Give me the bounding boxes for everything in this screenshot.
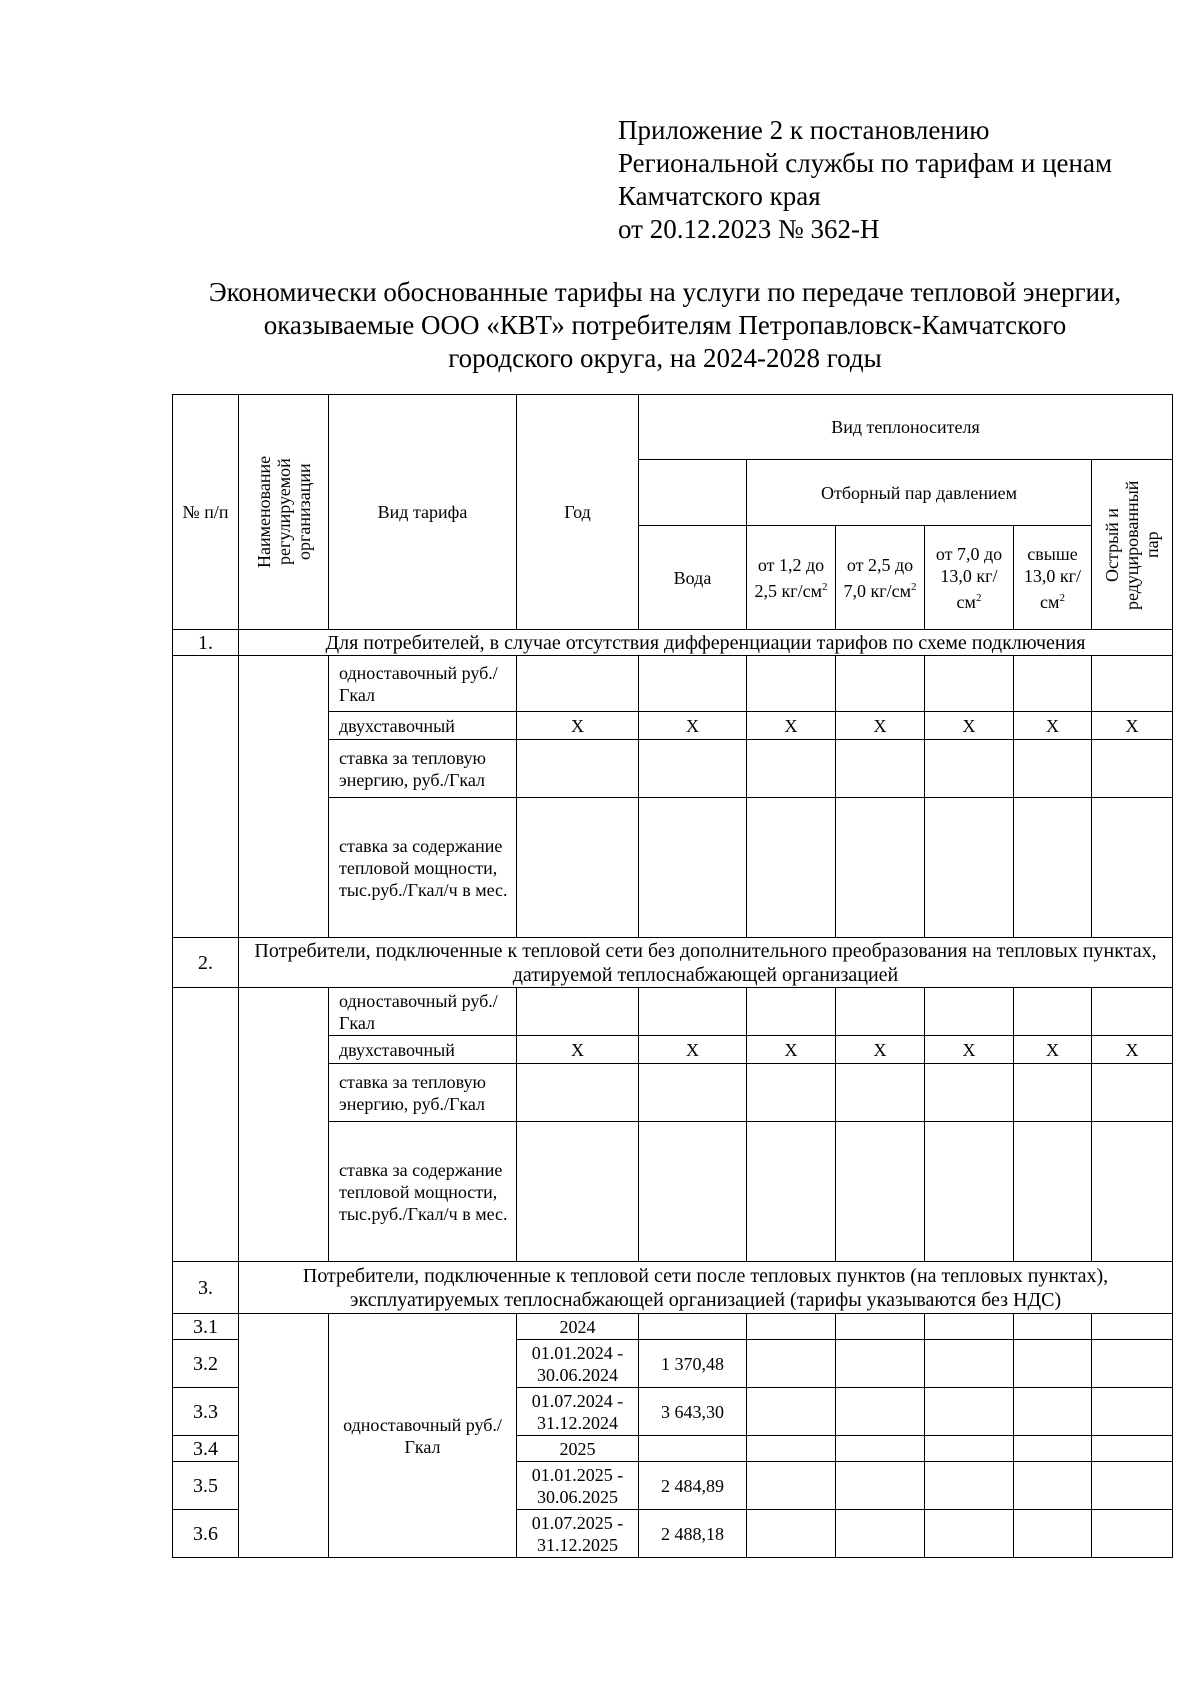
s2-x-2: Х [639,1036,747,1064]
header-num: № п/п [173,395,239,630]
s1-x-3: Х [747,712,836,740]
header-p3-sup: 2 [975,591,982,604]
s1-x-7: Х [1092,712,1173,740]
s1-x-2: Х [639,712,747,740]
s3-row-num: 3.5 [173,1462,239,1510]
s3-row-year: 01.01.2025 - 30.06.2025 [517,1462,639,1510]
header-p2-sup: 2 [911,580,917,593]
s2-x-7: Х [1092,1036,1173,1064]
s1-x-1: Х [517,712,639,740]
header-carrier: Вид теплоносителя [639,395,1173,460]
tariff-table [172,394,1173,1558]
header-tariff-type: Вид тарифа [329,395,517,630]
section-2-num: 2. [173,938,239,988]
s3-row-water: 1 370,48 [639,1340,747,1388]
s1-capacity-rate-label: ставка за содержание тепловой мощности, тыс.руб./Гкал/ч в мес. [329,798,517,938]
s2-energy-rate-label: ставка за тепловую энергию, руб./Гкал [329,1064,517,1122]
s3-row-num: 3.3 [173,1388,239,1436]
s3-row-year: 2024 [517,1314,639,1340]
s3-row-water [639,1314,747,1340]
header-steam-group: Отборный пар давлением [747,460,1092,526]
s3-row-num: 3.2 [173,1340,239,1388]
s1-x-4: Х [836,712,925,740]
s3-row-num: 3.1 [173,1314,239,1340]
section-2-title: Потребители, подключенные к тепловой сети без дополнительного преобразования на тепловых пунктах, датируемой теплоснабжающей организацией [239,938,1173,988]
header-p2: от 2,5 до 7,0 кг/см [843,554,914,601]
title-line-3: городского округа, на 2024-2028 годы [448,343,882,373]
header-p1-sup: 2 [822,580,828,593]
s1-one-rate-label: одноставочный руб./Гкал [329,656,517,712]
title-line-1: Экономически обоснованные тарифы на услуги по передаче тепловой энергии, [208,277,1122,307]
section-3-title: Потребители, подключенные к тепловой сети после тепловых пунктов (на тепловых пунктах), эксплуатируемых теплоснабжающей организацией (тарифы указываются без НДС) [239,1262,1173,1314]
annex-line-4: от 20.12.2023 № 362-Н [618,214,880,244]
s2-capacity-rate-label: ставка за содержание тепловой мощности, тыс.руб./Гкал/ч в мес. [329,1122,517,1262]
s2-two-rate-label: двухставочный [329,1036,517,1064]
s3-row-water: 3 643,30 [639,1388,747,1436]
s3-row-water: 2 488,18 [639,1510,747,1558]
s2-x-5: Х [925,1036,1014,1064]
s3-one-rate-label: одноставочный руб./Гкал [329,1314,517,1558]
annex-line-2: Региональной службы по тарифам и ценам [618,148,1113,178]
annex-header [618,114,1112,246]
header-sharp-steam: Острый и редуцированный пар [1102,479,1162,610]
s3-row-num: 3.6 [173,1510,239,1558]
header-p1: от 1,2 до 2,5 кг/см [754,554,825,601]
s3-row-water: 2 484,89 [639,1462,747,1510]
section-1-title: Для потребителей, в случае отсутствия дифференциации тарифов по схеме подключения [239,630,1173,656]
s1-x-6: Х [1014,712,1092,740]
header-org: Наименование регулируемой организации [253,455,314,569]
header-p3: от 7,0 до 13,0 кг/см [935,543,1003,612]
section-3-num: 3. [173,1262,239,1314]
header-p4-sup: 2 [1059,591,1065,604]
s3-row-year: 01.07.2024 - 31.12.2024 [517,1388,639,1436]
s3-row-year: 01.01.2024 - 30.06.2024 [517,1340,639,1388]
s2-x-1: Х [517,1036,639,1064]
header-year: Год [517,395,639,630]
s3-row-water [639,1436,747,1462]
s1-two-rate-label: двухставочный [329,712,517,740]
s2-x-4: Х [836,1036,925,1064]
annex-line-1: Приложение 2 к постановлению [618,115,990,145]
s2-one-rate-label: одноставочный руб./Гкал [329,988,517,1036]
s1-x-5: Х [925,712,1014,740]
title-line-2: оказываемые ООО «КВТ» потребителям Петропавловск-Камчатского [263,310,1067,340]
document-title [160,276,1170,375]
s1-energy-rate-label: ставка за тепловую энергию, руб./Гкал [329,740,517,798]
s3-row-year: 01.07.2025 - 31.12.2025 [517,1510,639,1558]
header-water: Вода [639,526,747,630]
section-1-num: 1. [173,630,239,656]
header-p4: свыше 13,0 кг/см [1023,543,1082,612]
s2-x-3: Х [747,1036,836,1064]
s3-row-year: 2025 [517,1436,639,1462]
annex-line-3: Камчатского края [618,181,821,211]
s3-row-num: 3.4 [173,1436,239,1462]
s2-x-6: Х [1014,1036,1092,1064]
